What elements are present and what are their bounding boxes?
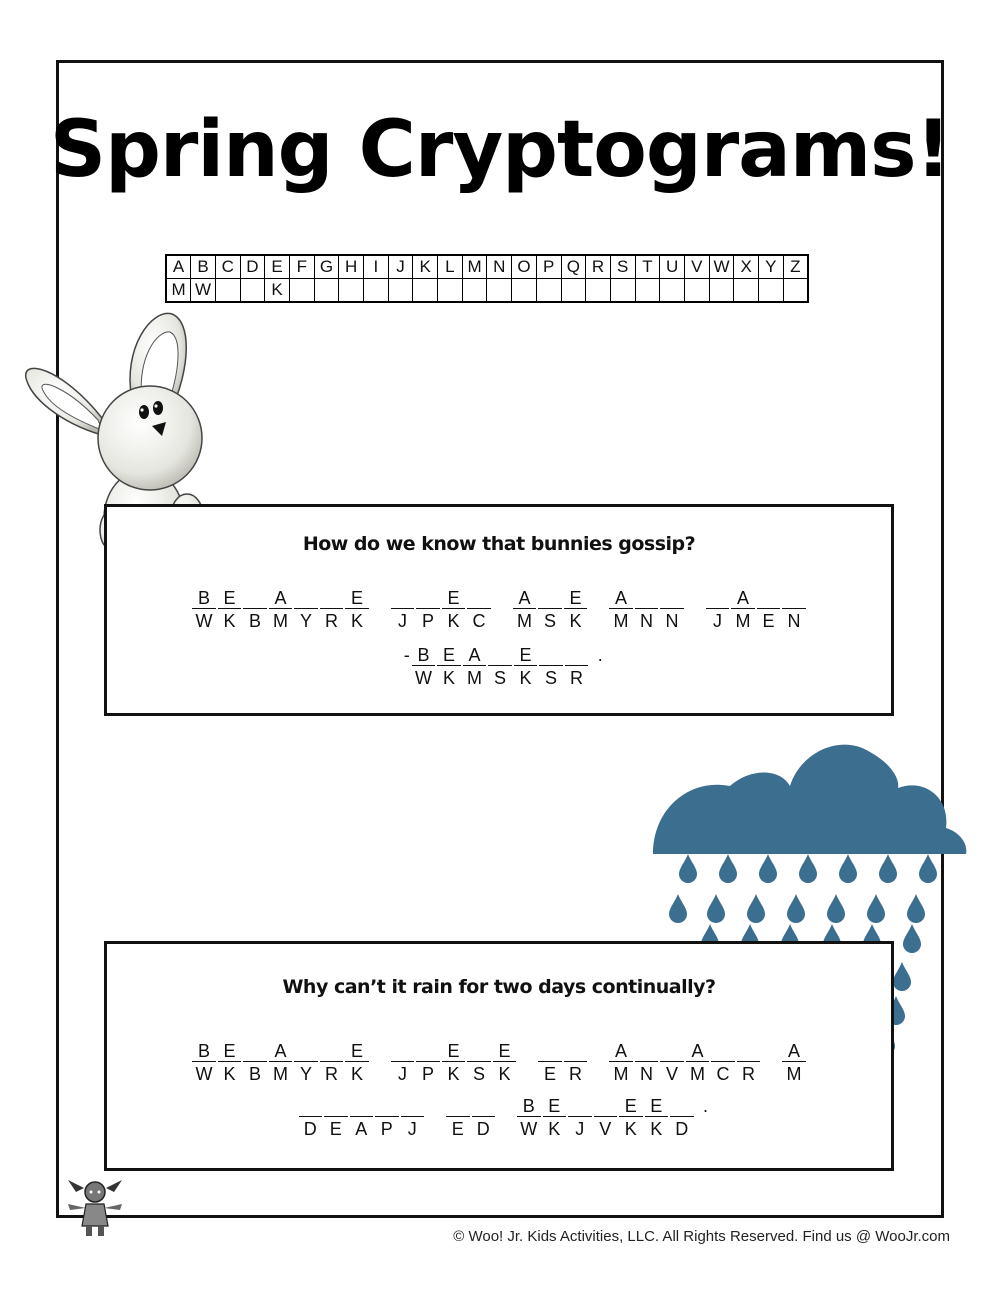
letter-cell xyxy=(242,587,268,633)
key-code-cell[interactable] xyxy=(339,279,364,303)
cipher-word xyxy=(191,587,370,633)
rain-drop xyxy=(903,924,921,953)
key-letter: P xyxy=(536,255,561,279)
encoded-letter: M xyxy=(273,1064,288,1084)
page-title: Spring Cryptograms! xyxy=(49,105,951,195)
encoded-letter: J xyxy=(713,611,722,631)
key-code-cell[interactable]: K xyxy=(265,279,290,303)
encoded-letter: Y xyxy=(299,1064,312,1084)
key-code-cell[interactable] xyxy=(462,279,487,303)
puzzle-question: How do we know that bunnies gossip? xyxy=(302,533,696,555)
key-code-cell[interactable] xyxy=(660,279,685,303)
letter-cell xyxy=(462,644,488,690)
cipher-key-table xyxy=(165,254,809,303)
encoded-letter: S xyxy=(544,668,557,688)
letter-cell xyxy=(349,1095,375,1141)
letter-cell xyxy=(781,1040,807,1086)
letter-cell xyxy=(390,587,416,633)
answer-blank[interactable]: E xyxy=(442,587,466,609)
encoded-letter: K xyxy=(442,668,455,688)
encoded-letter: E xyxy=(543,1064,556,1084)
answer-blank[interactable]: E xyxy=(514,644,538,666)
answer-blank[interactable]: E xyxy=(345,1040,369,1062)
key-letter: C xyxy=(215,255,240,279)
key-codes-row xyxy=(166,279,808,303)
letter-cell xyxy=(634,1040,660,1086)
key-code-cell[interactable] xyxy=(289,279,314,303)
rain-drop xyxy=(799,854,817,883)
letter-cell xyxy=(618,1095,644,1141)
key-letter: B xyxy=(191,255,216,279)
rain-drop xyxy=(893,962,911,991)
letter-cell xyxy=(538,644,564,690)
letter-cell xyxy=(415,587,441,633)
encoded-letter: K xyxy=(223,1064,236,1084)
puzzle-line xyxy=(107,644,891,690)
encoded-letter: M xyxy=(273,611,288,631)
letter-cell xyxy=(191,587,217,633)
answer-blank[interactable] xyxy=(594,1095,618,1117)
puzzle-box-1 xyxy=(104,504,894,716)
answer-blank[interactable] xyxy=(416,1040,440,1062)
answer-blank[interactable] xyxy=(324,1095,348,1117)
encoded-letter: J xyxy=(407,1119,417,1139)
encoded-letter: P xyxy=(380,1119,393,1139)
encoded-letter: A xyxy=(355,1119,368,1139)
answer-blank[interactable] xyxy=(375,1095,399,1117)
encoded-letter: B xyxy=(248,611,261,631)
woo-jr-kid-logo-icon xyxy=(62,1176,128,1240)
cipher-word xyxy=(191,1040,370,1086)
encoded-letter: B xyxy=(248,1064,261,1084)
letter-cell xyxy=(659,587,685,633)
encoded-letter: K xyxy=(548,1119,561,1139)
answer-blank[interactable]: B xyxy=(412,644,436,666)
encoded-letter: W xyxy=(415,668,432,688)
answer-blank[interactable] xyxy=(320,587,344,609)
encoded-letter: D xyxy=(303,1119,317,1139)
letter-cell xyxy=(415,1040,441,1086)
rain-drop xyxy=(919,854,937,883)
key-code-cell[interactable]: M xyxy=(166,279,191,303)
letter-cell xyxy=(542,1095,568,1141)
encoded-letter: J xyxy=(398,1064,407,1084)
encoded-letter: J xyxy=(575,1119,585,1139)
key-letter: D xyxy=(240,255,265,279)
encoded-letter: C xyxy=(472,611,486,631)
puzzle-box-2 xyxy=(104,941,894,1171)
letter-cell xyxy=(685,1040,711,1086)
letter-cell xyxy=(268,1040,294,1086)
answer-blank[interactable]: E xyxy=(619,1095,643,1117)
answer-blank[interactable] xyxy=(391,587,415,609)
answer-blank[interactable] xyxy=(294,587,318,609)
answer-blank[interactable] xyxy=(635,1040,659,1062)
letter-cell xyxy=(593,1095,619,1141)
encoded-letter: R xyxy=(570,668,583,688)
letter-cell xyxy=(736,1040,762,1086)
key-code-cell[interactable] xyxy=(561,279,586,303)
answer-blank[interactable] xyxy=(391,1040,415,1062)
answer-blank[interactable] xyxy=(467,587,491,609)
encoded-letter: R xyxy=(569,1064,582,1084)
cipher-word xyxy=(512,587,589,633)
letter-cell xyxy=(466,587,492,633)
puzzle-line xyxy=(107,587,891,633)
answer-blank[interactable]: A xyxy=(686,1040,710,1062)
letter-cell xyxy=(730,587,756,633)
answer-blank[interactable]: A xyxy=(609,587,633,609)
key-letter: U xyxy=(660,255,685,279)
letter-cell xyxy=(608,587,634,633)
encoded-letter: N xyxy=(640,1064,653,1084)
encoded-letter: M xyxy=(467,668,482,688)
letter-cell xyxy=(390,1040,416,1086)
cipher-word xyxy=(390,1040,518,1086)
key-code-cell[interactable] xyxy=(487,279,512,303)
encoded-letter: M xyxy=(735,611,751,631)
answer-blank[interactable]: E xyxy=(543,1095,567,1117)
letter-cell xyxy=(441,1040,467,1086)
answer-blank[interactable] xyxy=(299,1095,323,1117)
answer-blank[interactable] xyxy=(446,1095,470,1117)
letter-cell xyxy=(705,587,731,633)
encoded-letter: M xyxy=(690,1064,705,1084)
letter-cell xyxy=(191,1040,217,1086)
encoded-letter: V xyxy=(665,1064,678,1084)
period: . xyxy=(702,1096,708,1116)
rain-drop xyxy=(719,854,737,883)
encoded-letter: C xyxy=(716,1064,730,1084)
key-letter: F xyxy=(289,255,314,279)
key-letter: A xyxy=(166,255,191,279)
letter-cell xyxy=(710,1040,736,1086)
rain-drop xyxy=(907,894,925,923)
letter-cell xyxy=(323,1095,349,1141)
key-code-cell[interactable] xyxy=(388,279,413,303)
cipher-word xyxy=(781,1040,807,1086)
letter-cell xyxy=(411,644,437,690)
letter-cell xyxy=(344,1040,370,1086)
answer-blank[interactable] xyxy=(243,587,267,609)
encoded-letter: V xyxy=(599,1119,612,1139)
answer-blank[interactable]: A xyxy=(513,587,537,609)
encoded-letter: R xyxy=(742,1064,755,1084)
encoded-letter: M xyxy=(517,611,532,631)
answer-blank[interactable] xyxy=(660,1040,684,1062)
copyright-text: © Woo! Jr. Kids Activities, LLC. All Rights Reserved. Find us @ WooJr.com xyxy=(453,1228,950,1245)
key-letter: T xyxy=(635,255,660,279)
encoded-letter: N xyxy=(665,611,679,631)
key-letter: H xyxy=(339,255,364,279)
rain-drop xyxy=(747,894,765,923)
letter-cell xyxy=(319,1040,345,1086)
answer-blank[interactable]: E xyxy=(437,644,461,666)
period: . xyxy=(597,645,603,665)
key-letters-row xyxy=(166,255,808,279)
encoded-letter: K xyxy=(350,611,363,631)
answer-blank[interactable] xyxy=(467,1040,491,1062)
answer-blank[interactable] xyxy=(670,1095,694,1117)
encoded-letter: S xyxy=(472,1064,485,1084)
rain-drop xyxy=(827,894,845,923)
letter-cell xyxy=(659,1040,685,1086)
letter-cell xyxy=(537,1040,563,1086)
key-code-cell[interactable] xyxy=(512,279,537,303)
letter-cell xyxy=(669,1095,695,1141)
key-code-cell[interactable] xyxy=(413,279,438,303)
key-code-cell[interactable] xyxy=(586,279,611,303)
key-code-cell[interactable] xyxy=(240,279,265,303)
rain-drop xyxy=(707,894,725,923)
letter-cell xyxy=(293,1040,319,1086)
letter-cell xyxy=(441,587,467,633)
letter-cell xyxy=(471,1095,497,1141)
answer-blank[interactable] xyxy=(243,1040,267,1062)
encoded-letter: M xyxy=(786,1064,802,1084)
encoded-letter: D xyxy=(675,1119,689,1139)
encoded-letter: K xyxy=(350,1064,363,1084)
encoded-letter: S xyxy=(543,611,556,631)
encoded-letter: K xyxy=(624,1119,637,1139)
key-code-cell[interactable] xyxy=(364,279,389,303)
letter-cell xyxy=(466,1040,492,1086)
cipher-word xyxy=(608,1040,761,1086)
cipher-word xyxy=(608,587,685,633)
key-letter: I xyxy=(364,255,389,279)
letter-cell xyxy=(487,644,513,690)
letter-cell xyxy=(242,1040,268,1086)
key-letter: L xyxy=(438,255,463,279)
answer-blank[interactable]: E xyxy=(493,1040,517,1062)
letter-cell xyxy=(564,644,590,690)
encoded-letter: N xyxy=(787,611,801,631)
encoded-letter: M xyxy=(613,611,629,631)
answer-blank[interactable]: A xyxy=(731,587,755,609)
encoded-letter: N xyxy=(640,611,653,631)
answer-blank[interactable] xyxy=(472,1095,496,1117)
answer-blank[interactable] xyxy=(538,1040,562,1062)
letter-cell xyxy=(644,1095,670,1141)
answer-blank[interactable] xyxy=(635,587,659,609)
encoded-letter: E xyxy=(329,1119,342,1139)
encoded-letter: R xyxy=(325,611,338,631)
key-letter: J xyxy=(388,255,413,279)
answer-blank[interactable]: E xyxy=(564,587,588,609)
letter-cell xyxy=(492,1040,518,1086)
letter-cell xyxy=(563,1040,589,1086)
answer-blank[interactable] xyxy=(706,587,730,609)
key-code-cell[interactable] xyxy=(684,279,709,303)
encoded-letter: K xyxy=(447,1064,460,1084)
cipher-word xyxy=(537,1040,588,1086)
letter-cell xyxy=(319,587,345,633)
cipher-word xyxy=(445,1095,496,1141)
answer-blank[interactable]: E xyxy=(345,587,369,609)
encoded-letter: K xyxy=(519,668,532,688)
cipher-word xyxy=(390,587,492,633)
answer-blank[interactable]: E xyxy=(218,587,242,609)
key-code-cell[interactable] xyxy=(215,279,240,303)
rain-drop xyxy=(879,854,897,883)
key-code-cell[interactable] xyxy=(635,279,660,303)
encoded-letter: W xyxy=(195,611,213,631)
encoded-letter: P xyxy=(421,611,434,631)
punctuation xyxy=(701,1095,711,1116)
cipher-word xyxy=(403,644,590,690)
rain-drop xyxy=(759,854,777,883)
encoded-letter: E xyxy=(762,611,775,631)
puzzle-question: Why can’t it rain for two days continually? xyxy=(282,976,716,998)
answer-blank[interactable] xyxy=(488,644,512,666)
cipher-word xyxy=(705,587,807,633)
answer-blank[interactable]: A xyxy=(609,1040,633,1062)
puzzle-line xyxy=(107,1095,891,1141)
letter-cell xyxy=(537,587,563,633)
letter-cell xyxy=(400,1095,426,1141)
key-letter: Q xyxy=(561,255,586,279)
encoded-letter: K xyxy=(569,611,582,631)
key-letter: W xyxy=(709,255,734,279)
encoded-letter: K xyxy=(447,611,460,631)
letter-cell xyxy=(298,1095,324,1141)
cipher-word xyxy=(298,1095,426,1141)
encoded-letter: K xyxy=(650,1119,663,1139)
answer-blank[interactable]: A xyxy=(782,1040,806,1062)
key-code-cell[interactable] xyxy=(536,279,561,303)
answer-blank[interactable] xyxy=(350,1095,374,1117)
answer-blank[interactable]: E xyxy=(218,1040,242,1062)
answer-blank[interactable] xyxy=(320,1040,344,1062)
answer-blank[interactable] xyxy=(294,1040,318,1062)
key-code-cell[interactable] xyxy=(734,279,759,303)
key-letter: X xyxy=(734,255,759,279)
key-letter: V xyxy=(684,255,709,279)
rain-drop xyxy=(669,894,687,923)
rain-drop xyxy=(839,854,857,883)
letter-cell xyxy=(374,1095,400,1141)
answer-blank[interactable]: A xyxy=(269,587,293,609)
encoded-letter: S xyxy=(493,668,506,688)
key-code-cell[interactable] xyxy=(783,279,808,303)
rain-drop xyxy=(679,854,697,883)
answer-blank[interactable]: A xyxy=(463,644,487,666)
encoded-letter: Y xyxy=(299,611,312,631)
encoded-letter: W xyxy=(520,1119,538,1139)
letter-cell xyxy=(217,1040,243,1086)
answer-blank[interactable] xyxy=(660,587,684,609)
encoded-letter: K xyxy=(498,1064,511,1084)
puzzle-line xyxy=(107,1040,891,1086)
key-letter: K xyxy=(413,255,438,279)
letter-cell xyxy=(512,587,538,633)
key-letter: M xyxy=(462,255,487,279)
answer-blank[interactable] xyxy=(737,1040,761,1062)
letter-cell xyxy=(563,587,589,633)
key-letter: S xyxy=(610,255,635,279)
key-letter: E xyxy=(265,255,290,279)
encoded-letter: P xyxy=(421,1064,434,1084)
letter-cell xyxy=(436,644,462,690)
key-code-cell[interactable] xyxy=(314,279,339,303)
letter-cell xyxy=(513,644,539,690)
cipher-word xyxy=(516,1095,695,1141)
encoded-letter: M xyxy=(613,1064,629,1084)
key-letter: G xyxy=(314,255,339,279)
answer-blank[interactable] xyxy=(401,1095,425,1117)
letter-cell xyxy=(344,587,370,633)
key-letter: N xyxy=(487,255,512,279)
answer-blank[interactable] xyxy=(564,1040,588,1062)
answer-blank[interactable] xyxy=(782,587,806,609)
answer-blank[interactable] xyxy=(538,587,562,609)
hyphen: - xyxy=(403,645,410,665)
encoded-letter: D xyxy=(476,1119,490,1139)
letter-cell xyxy=(293,587,319,633)
key-letter: Z xyxy=(783,255,808,279)
encoded-letter: K xyxy=(223,611,236,631)
answer-blank[interactable] xyxy=(565,644,589,666)
letter-cell xyxy=(217,587,243,633)
answer-blank[interactable] xyxy=(568,1095,592,1117)
key-letter: R xyxy=(586,255,611,279)
key-code-cell[interactable] xyxy=(610,279,635,303)
letter-cell xyxy=(268,587,294,633)
answer-blank[interactable] xyxy=(416,587,440,609)
answer-blank[interactable]: E xyxy=(442,1040,466,1062)
key-code-cell[interactable]: W xyxy=(191,279,216,303)
rain-drop xyxy=(867,894,885,923)
answer-blank[interactable]: B xyxy=(192,1040,216,1062)
answer-blank[interactable] xyxy=(539,644,563,666)
rain-drop xyxy=(787,894,805,923)
letter-cell xyxy=(516,1095,542,1141)
answer-blank[interactable]: E xyxy=(645,1095,669,1117)
letter-cell xyxy=(608,1040,634,1086)
punctuation xyxy=(595,644,605,665)
answer-blank[interactable]: B xyxy=(192,587,216,609)
key-code-cell[interactable] xyxy=(759,279,784,303)
letter-cell xyxy=(756,587,782,633)
key-code-cell[interactable] xyxy=(709,279,734,303)
encoded-letter: E xyxy=(451,1119,464,1139)
letter-cell xyxy=(567,1095,593,1141)
answer-blank[interactable]: A xyxy=(269,1040,293,1062)
letter-cell xyxy=(445,1095,471,1141)
key-letter: Y xyxy=(759,255,784,279)
encoded-letter: J xyxy=(398,611,407,631)
key-code-cell[interactable] xyxy=(438,279,463,303)
answer-blank[interactable]: B xyxy=(517,1095,541,1117)
answer-blank[interactable] xyxy=(757,587,781,609)
letter-cell xyxy=(781,587,807,633)
key-letter: O xyxy=(512,255,537,279)
letter-cell xyxy=(634,587,660,633)
answer-blank[interactable] xyxy=(711,1040,735,1062)
encoded-letter: W xyxy=(195,1064,213,1084)
encoded-letter: R xyxy=(325,1064,338,1084)
